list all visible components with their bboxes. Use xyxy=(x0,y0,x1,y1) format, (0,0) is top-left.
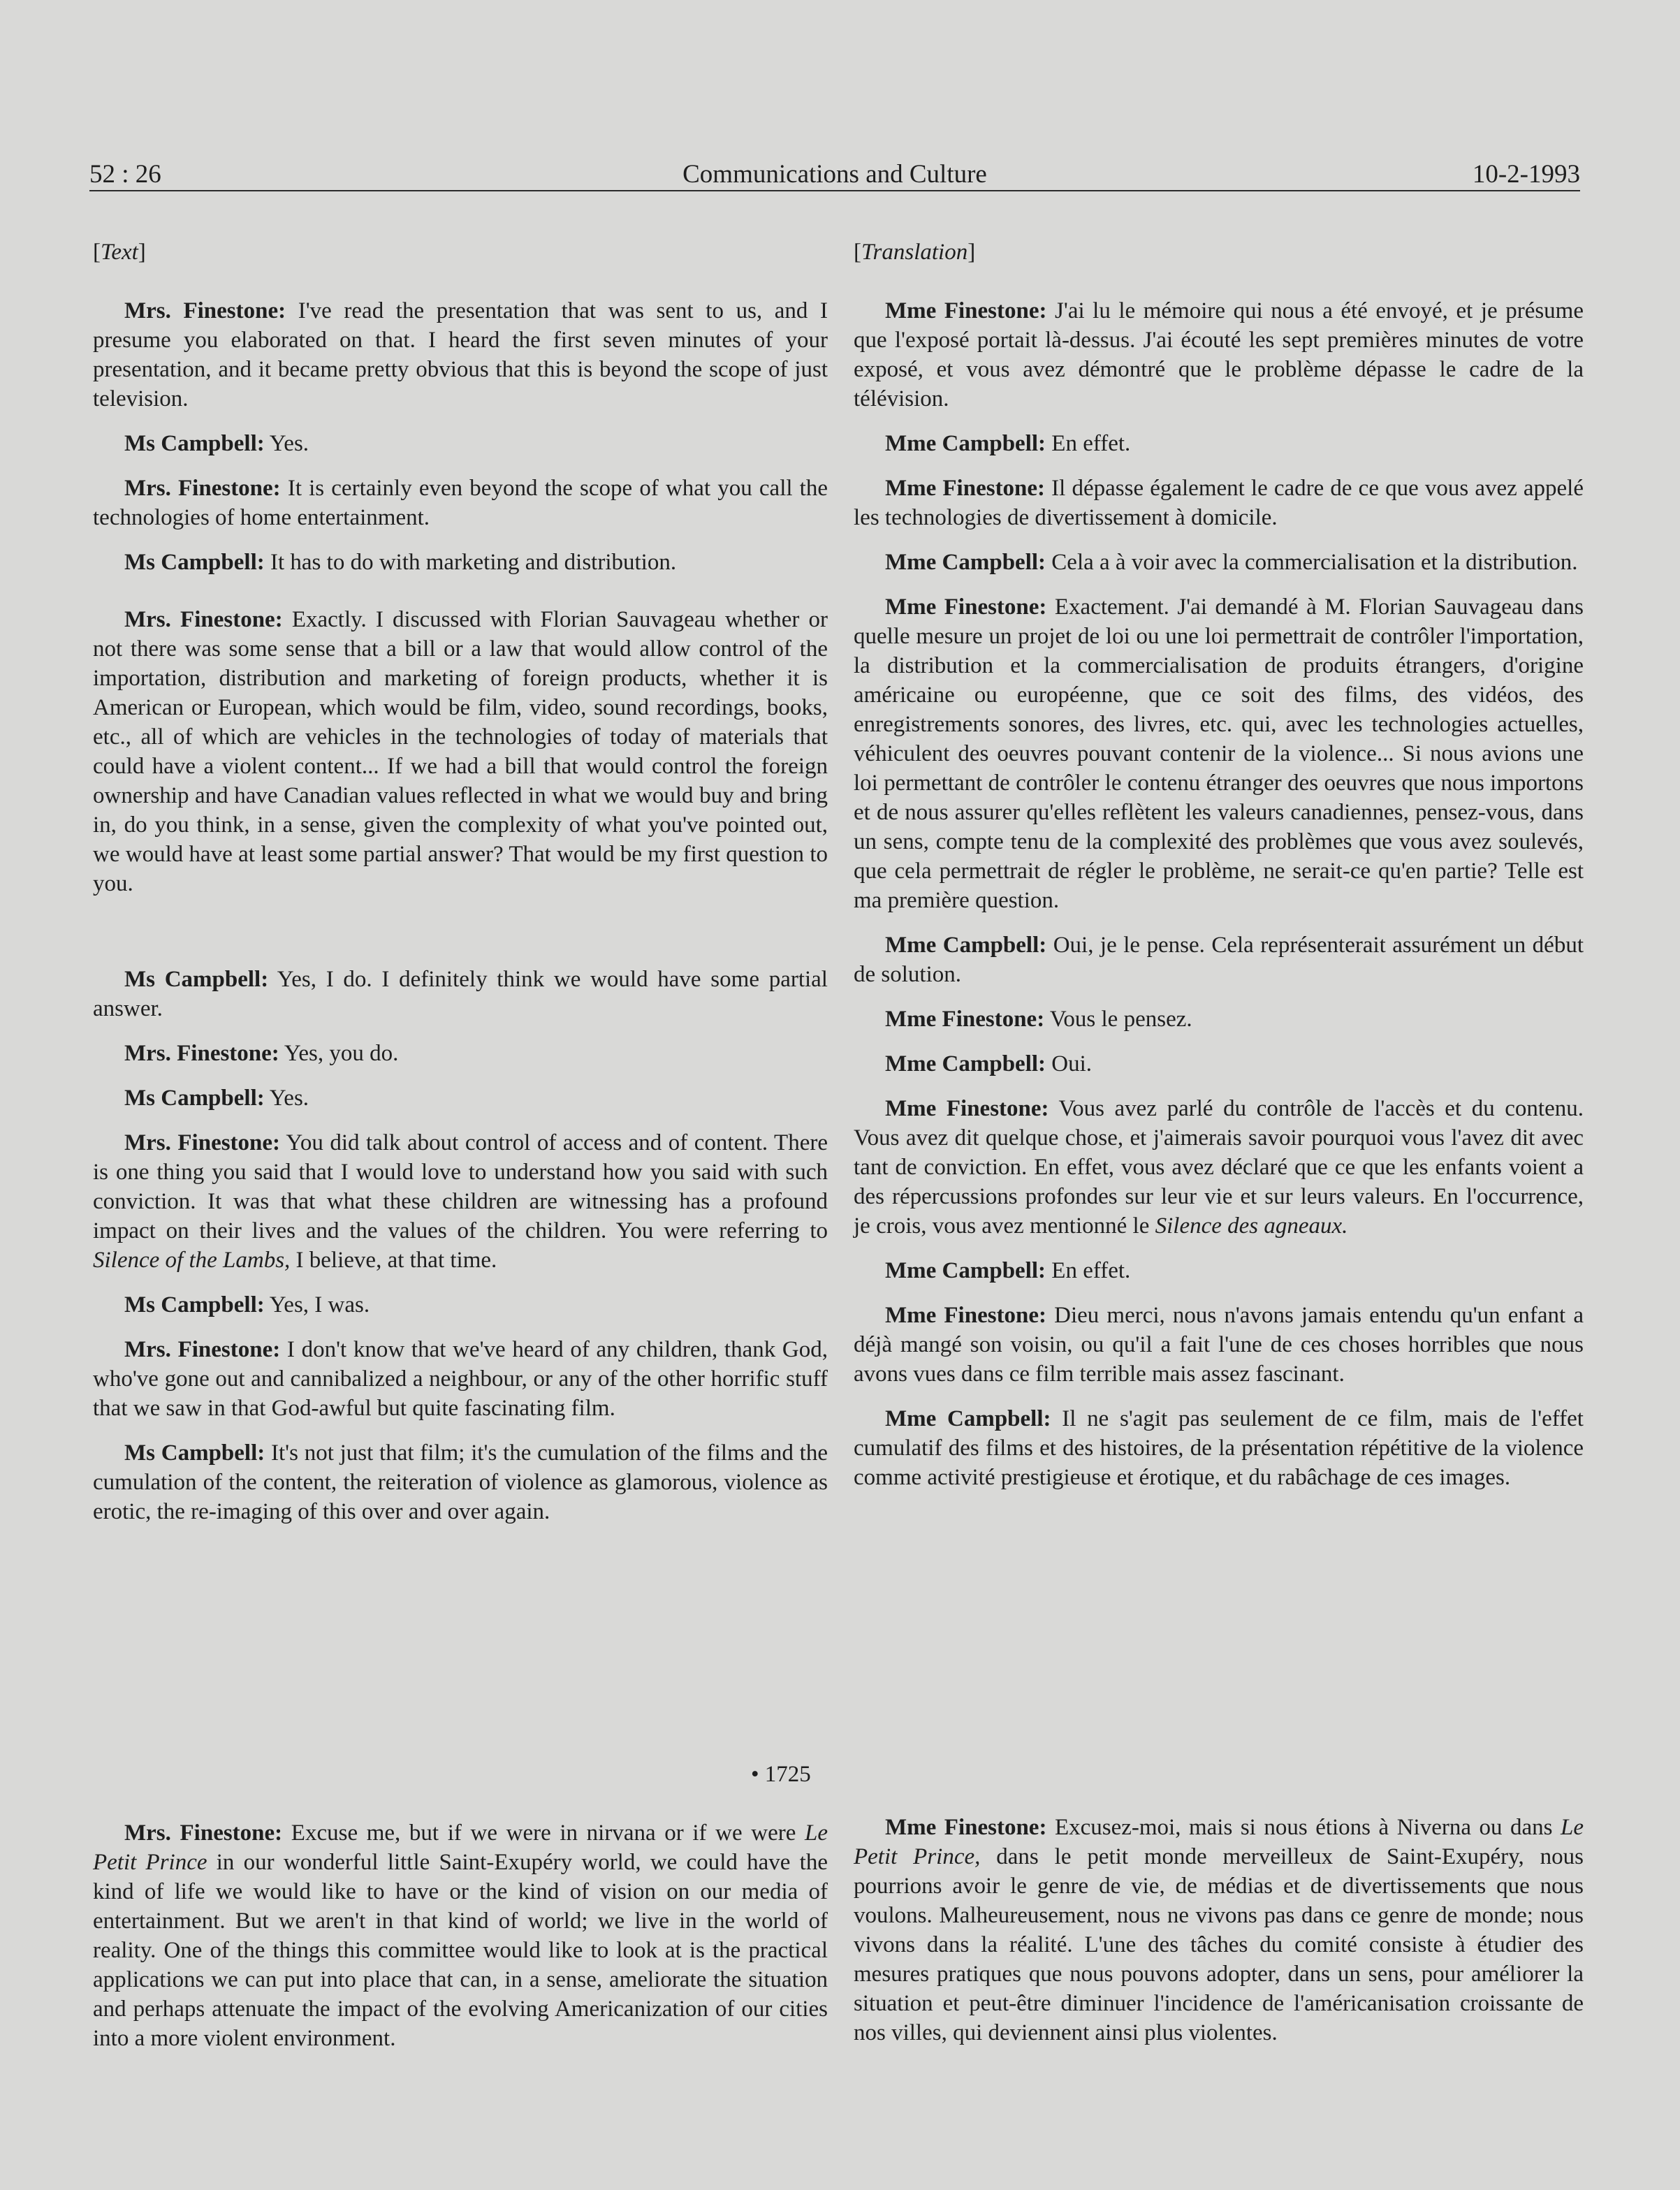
meeting-date: 10-2-1993 xyxy=(1472,160,1580,189)
english-paragraph: Ms Campbell: Yes. xyxy=(124,431,309,456)
committee-title: Communications and Culture xyxy=(682,160,987,189)
time-marker: • 1725 xyxy=(751,1762,811,1787)
speaker-name: Mme Campbell: xyxy=(885,550,1046,575)
page-number: 52 : 26 xyxy=(89,160,161,189)
english-paragraph: Mrs. Finestone: I don't know that we've heard of any children, thank God, who've gone out and cannibalized a neighbour, or any of the other horrific stuff that we saw in that God-awful but quite fascinating film. xyxy=(93,1337,828,1421)
french-paragraph: Mme Campbell: Oui. xyxy=(885,1051,1093,1076)
speaker-name: Mme Finestone: xyxy=(885,1096,1049,1121)
french-paragraph: Mme Finestone: Dieu merci, nous n'avons jamais entendu qu'un enfant a déjà mangé son voisin, ou qu'il a fait l'une de ces choses horribles que nous avons vues dans ce film terrible mais assez fascinant. xyxy=(854,1303,1584,1387)
page-header xyxy=(89,148,1580,191)
speaker-name: Ms Campbell: xyxy=(124,1292,265,1317)
english-closing-paragraph xyxy=(93,1818,828,2068)
english-paragraph: Ms Campbell: Yes. xyxy=(124,1086,309,1111)
french-translation-label: [Translation] xyxy=(854,240,976,265)
english-paragraph: Mrs. Finestone: Excuse me, but if we were in nirvana or if we were Le Petit Prince in our wonderful little Saint-Exupéry world, we could have the kind of life we would like to have or the kind of vision on our media of entertainment. But we aren't in that kind of world; we live in the world of reality. One of the things this committee would like to look at is the practical applications we can put into place that can, in a sense, ameliorate the situation and perhaps attenuate the impact of the evolving Americanization of our cities into a more violent environment. xyxy=(93,1820,828,2051)
english-paragraph: Ms Campbell: Yes, I was. xyxy=(124,1292,370,1317)
speaker-name: Mme Campbell: xyxy=(885,1406,1051,1431)
speaker-name: Mme Finestone: xyxy=(885,298,1047,323)
french-paragraph: Mme Campbell: Oui, je le pense. Cela représenterait assurément un début de solution. xyxy=(854,933,1584,987)
french-paragraph: Mme Campbell: En effet. xyxy=(885,431,1131,456)
film-title: Silence des agneaux. xyxy=(1155,1213,1348,1239)
speaker-name: Mrs. Finestone: xyxy=(124,607,283,632)
speaker-name: Mme Finestone: xyxy=(885,476,1046,501)
speaker-name: Mrs. Finestone: xyxy=(124,1041,279,1066)
book-title: Le Petit Prince, xyxy=(854,1815,1584,1869)
english-paragraph: Ms Campbell: It has to do with marketing and distribution. xyxy=(124,550,677,575)
speaker-name: Mme Campbell: xyxy=(885,933,1047,958)
speaker-name: Ms Campbell: xyxy=(124,431,265,456)
english-column xyxy=(93,238,828,1542)
speaker-name: Mrs. Finestone: xyxy=(124,1130,281,1155)
french-paragraph: Mme Campbell: Cela a à voir avec la commercialisation et la distribution. xyxy=(885,550,1578,575)
french-paragraph: Mme Finestone: Vous avez parlé du contrôle de l'accès et du contenu. Vous avez dit quelque chose, et j'aimerais savoir pourquoi vous l'avez dit avec tant de conviction. En effet, vous avez déclaré que ce que les enfants voient a des répercussions profondes sur leur vie et sur leurs valeurs. En l'occurrence, je crois, vous avez mentionné le Silence des agneaux. xyxy=(854,1096,1584,1239)
french-column xyxy=(854,238,1584,1508)
french-closing-paragraph xyxy=(854,1813,1584,2063)
speaker-name: Mme Finestone: xyxy=(885,1007,1045,1032)
speaker-name: Mrs. Finestone: xyxy=(124,1820,283,1846)
french-paragraph: Mme Finestone: J'ai lu le mémoire qui nous a été envoyé, et je présume que l'exposé portait là-dessus. J'ai écouté les sept premières minutes de votre exposé, et vous avez démontré que le problème dépasse le cadre de la télévision. xyxy=(854,298,1584,411)
english-paragraph: Mrs. Finestone: It is certainly even beyond the scope of what you call the technologies of home entertainment. xyxy=(93,476,828,530)
speaker-name: Mme Campbell: xyxy=(885,431,1046,456)
french-paragraph: Mme Finestone: Excusez-moi, mais si nous étions à Niverna ou dans Le Petit Prince, dans le petit monde merveilleux de Saint-Exupéry, nous pourrions avoir le genre de vie, de médias et de divertissements que nous voulons. Malheureusement, nous ne vivons pas dans ce genre de monde; nous vivons dans la réalité. L'une des tâches du comité consiste à étudier des mesures pratiques que nous pouvons adopter, dans un sens, pour améliorer la situation et peut-être diminuer l'incidence de l'américanisation croissante de nos villes, qui deviennent ainsi plus violentes. xyxy=(854,1815,1584,2045)
english-paragraph: Mrs. Finestone: I've read the presentation that was sent to us, and I presume you elaborated on that. I heard the first seven minutes of your presentation, and it became pretty obvious that this is beyond the scope of just television. xyxy=(93,298,828,411)
french-paragraph: Mme Finestone: Vous le pensez. xyxy=(885,1007,1192,1032)
french-paragraph: Mme Campbell: Il ne s'agit pas seulement de ce film, mais de l'effet cumulatif des films et des histoires, de la présentation répétitive de la violence comme activité prestigieuse et érotique, et du rabâchage de ces images. xyxy=(854,1406,1584,1490)
english-paragraph: Mrs. Finestone: Exactly. I discussed with Florian Sauvageau whether or not there was some sense that a bill or a law that would allow control of the importation, distribution and marketing of foreign products, whether it is American or European, which would be film, video, sound recordings, books, etc., all of which are vehicles in the technologies of today of materials that could have a violent content... If we had a bill that would control the foreign ownership and have Canadian values reflected in what we would buy and bring in, do you think, in a sense, given the complexity of what you've pointed out, we would have at least some partial answer? That would be my first question to you. xyxy=(93,607,828,896)
speaker-name: Mme Finestone: xyxy=(885,1815,1047,1840)
english-paragraph: Mrs. Finestone: Yes, you do. xyxy=(124,1041,399,1066)
english-paragraph: Ms Campbell: Yes, I do. I definitely think we would have some partial answer. xyxy=(93,967,828,1021)
speaker-name: Mrs. Finestone: xyxy=(124,298,286,323)
speaker-name: Mrs. Finestone: xyxy=(124,1337,281,1362)
french-paragraph: Mme Campbell: En effet. xyxy=(885,1258,1131,1283)
english-text-label: [Text] xyxy=(93,240,146,265)
speaker-name: Ms Campbell: xyxy=(124,1440,265,1466)
speaker-name: Ms Campbell: xyxy=(124,550,265,575)
english-paragraph: Mrs. Finestone: You did talk about control of access and of content. There is one thing you said that I would love to understand how you said with such conviction. It was that what these children are witnessing has a profound impact on their lives and the values of the children. You were referring to Silence of the Lambs, I believe, at that time. xyxy=(93,1130,828,1273)
speaker-name: Ms Campbell: xyxy=(124,967,269,992)
english-paragraph: Ms Campbell: It's not just that film; it's the cumulation of the films and the cumulation of the content, the reiteration of violence as glamorous, violence as erotic, the re-imaging of this over and over again. xyxy=(93,1440,828,1524)
speaker-name: Mme Campbell: xyxy=(885,1051,1046,1076)
speaker-name: Ms Campbell: xyxy=(124,1086,265,1111)
french-paragraph: Mme Finestone: Il dépasse également le cadre de ce que vous avez appelé les technologies de divertissement à domicile. xyxy=(854,476,1584,530)
french-paragraph: Mme Finestone: Exactement. J'ai demandé à M. Florian Sauvageau dans quelle mesure un projet de loi ou une loi permettrait de contrôler l'importation, la distribution et la commercialisation de produits étrangers, d'origine américaine ou européenne, que ce soit des films, des vidéos, des enregistrements sonores, des livres, etc. qui, avec les technologies actuelles, véhiculent des oeuvres pouvant contenir de la violence... Si nous avions une loi permettant de contrôler le contenu étranger des oeuvres que nous importons et de nous assurer qu'elles reflètent les valeurs canadiennes, pensez-vous, dans un sens, compte tenu de la complexité des problèmes que vous avez soulevés, que cela permettrait de régler le problème, ne serait-ce qu'en partie? Telle est ma première question. xyxy=(854,594,1584,913)
speaker-name: Mme Campbell: xyxy=(885,1258,1046,1283)
speaker-name: Mme Finestone: xyxy=(885,1303,1047,1328)
speaker-name: Mme Finestone: xyxy=(885,594,1047,620)
speaker-name: Mrs. Finestone: xyxy=(124,476,281,501)
book-title: Le Petit Prince xyxy=(93,1820,828,1875)
film-title: Silence of the Lambs, xyxy=(93,1248,291,1273)
